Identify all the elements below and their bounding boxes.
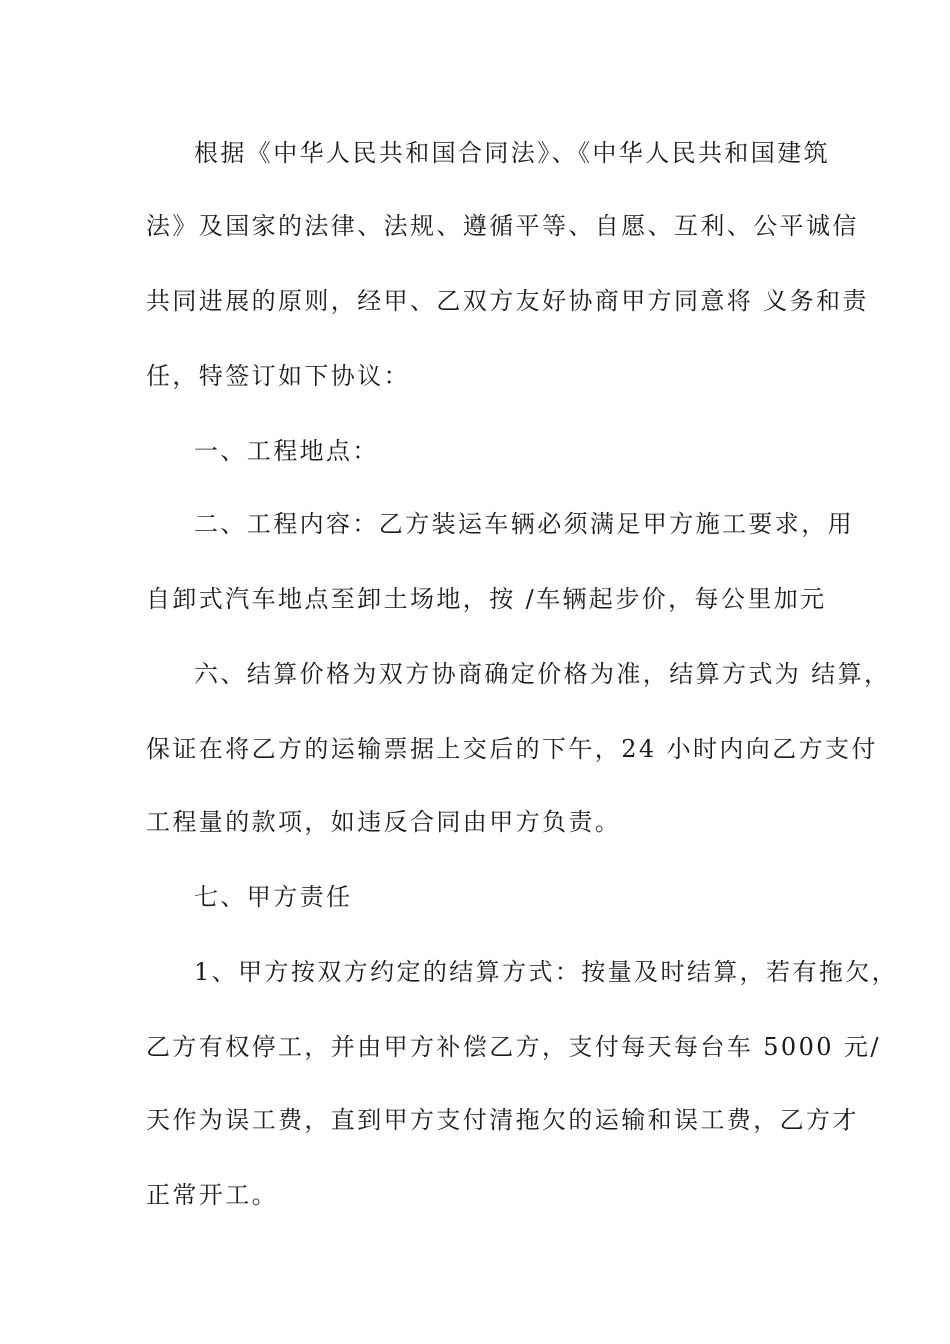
text-line: 正常开工。 bbox=[146, 1181, 278, 1209]
text-line: 一、工程地点： bbox=[194, 437, 379, 465]
text-line: 共同进展的原则，经甲、乙双方友好协商甲方同意将 义务和责 bbox=[146, 287, 869, 315]
text-line: 二、工程内容：乙方装运车辆必须满足甲方施工要求，用 bbox=[194, 510, 854, 538]
text-line: 天作为误工费，直到甲方支付清拖欠的运输和误工费，乙方才 bbox=[146, 1106, 859, 1134]
text-line: 六、结算价格为双方协商确定价格为准，结算方式为 结算， bbox=[194, 660, 891, 688]
text-line: 保证在将乙方的运输票据上交后的下午，24 小时内向乙方支付 bbox=[146, 735, 878, 763]
text-line: 法》及国家的法律、法规、遵循平等、自愿、互利、公平诚信 bbox=[146, 212, 859, 240]
text-line: 任，特签订如下协议： bbox=[146, 362, 410, 390]
text-line: 自卸式汽车地点至卸土场地，按 /车辆起步价，每公里加元 bbox=[146, 585, 827, 613]
text-line: 1、甲方按双方约定的结算方式：按量及时结算，若有拖欠， bbox=[194, 958, 899, 986]
text-line: 根据《中华人民共和国合同法》、《中华人民共和国建筑 bbox=[194, 139, 830, 167]
text-line: 乙方有权停工，并由甲方补偿乙方，支付每天每台车 5000 元/ bbox=[146, 1033, 881, 1061]
text-line: 七、甲方责任 bbox=[194, 883, 353, 911]
text-line: 工程量的款项，如违反合同由甲方负责。 bbox=[146, 808, 622, 836]
